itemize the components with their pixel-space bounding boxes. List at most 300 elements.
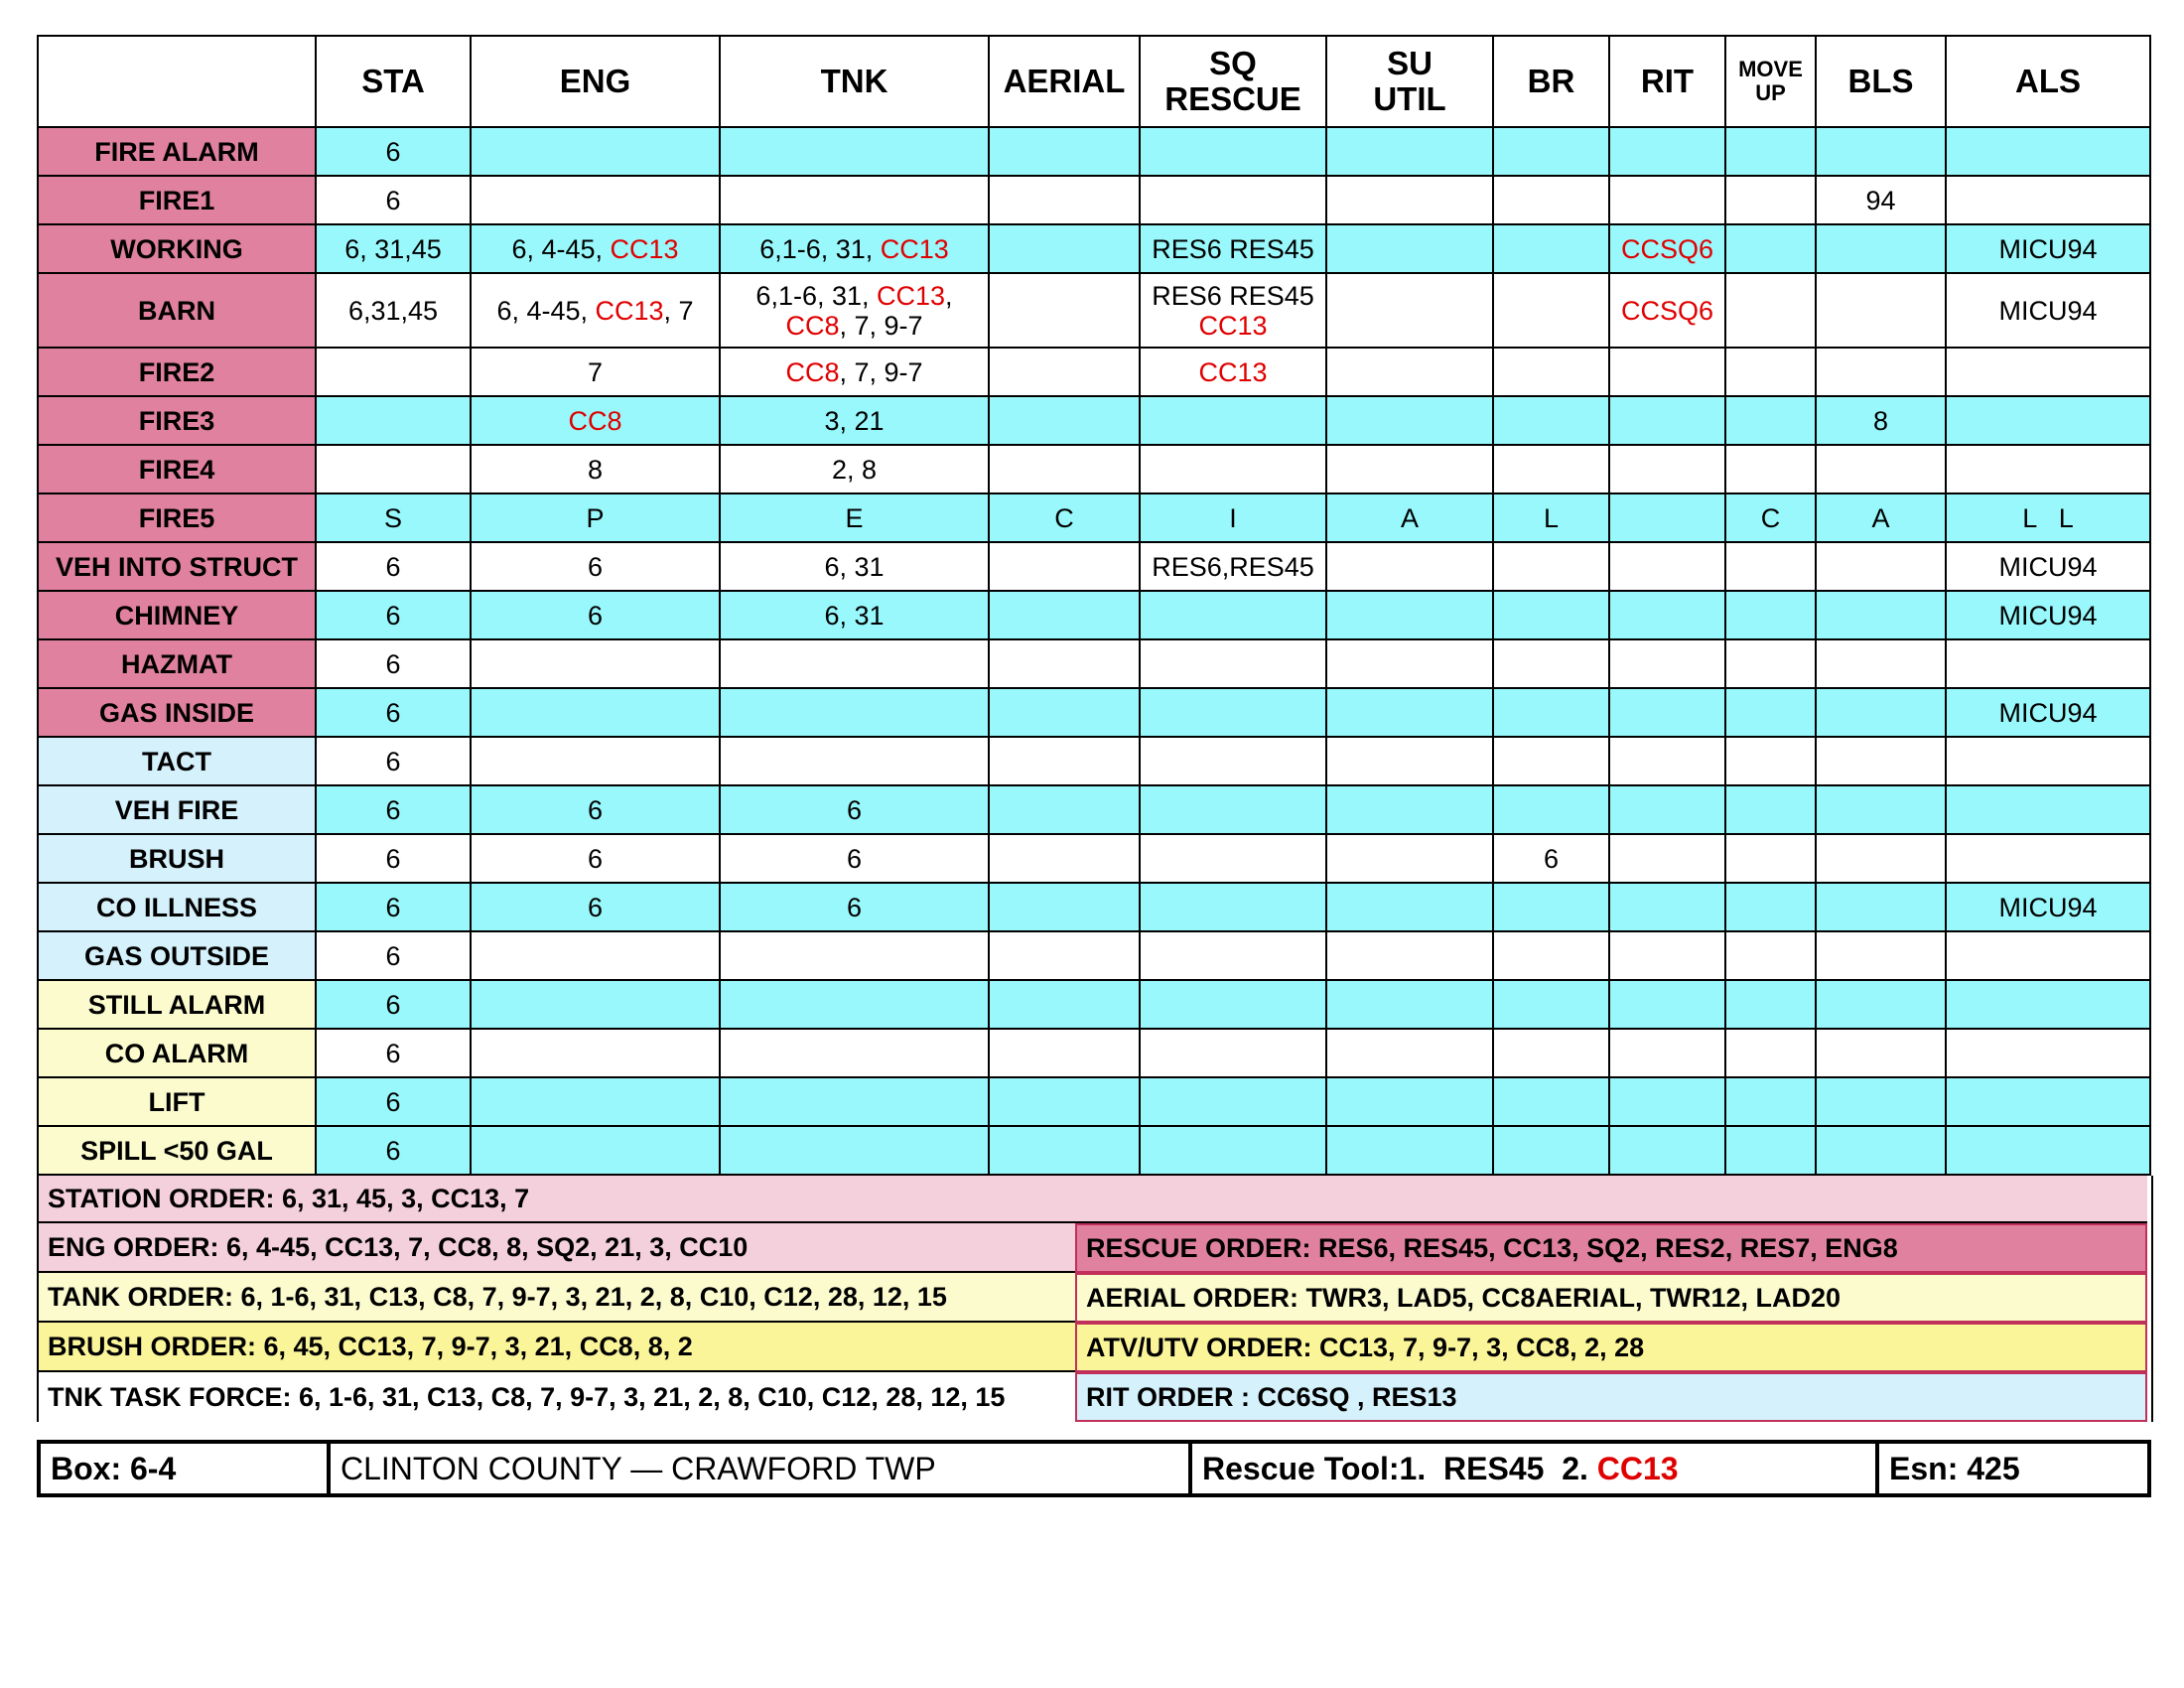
grid-cell	[1946, 273, 2150, 348]
cell-text: CC13	[595, 295, 664, 326]
alarm-row	[38, 1077, 2150, 1126]
grid-cell	[1946, 737, 2150, 785]
grid-cell	[1140, 737, 1326, 785]
grid-cell	[1140, 273, 1326, 348]
row-label: VEH FIRE	[38, 785, 316, 834]
grid-cell	[1140, 883, 1326, 931]
brush-order: BRUSH ORDER: 6, 45, CC13, 7, 9-7, 3, 21, CC8, 8, 2	[39, 1323, 1075, 1372]
grid-cell	[316, 493, 471, 542]
row-label: VEH INTO STRUCT	[38, 542, 316, 591]
grid-cell	[989, 883, 1140, 931]
grid-cell	[720, 883, 989, 931]
grid-cell	[1493, 591, 1609, 639]
cell-text: 8	[1872, 405, 1889, 436]
cell-text: S	[383, 502, 402, 533]
alarm-row	[38, 224, 2150, 273]
grid-cell	[1946, 1126, 2150, 1175]
grid-cell	[989, 980, 1140, 1029]
grid-cell	[471, 348, 720, 396]
grid-cell	[1326, 1077, 1493, 1126]
cell-text: 6	[587, 600, 604, 631]
cell-text: L	[1543, 502, 1560, 533]
grid-cell	[1140, 445, 1326, 493]
alarm-row	[38, 396, 2150, 445]
grid-cell	[1609, 542, 1725, 591]
grid-cell	[316, 396, 471, 445]
grid-cell	[1493, 542, 1609, 591]
grid-cell	[1946, 445, 2150, 493]
grid-cell	[720, 127, 989, 176]
rescue-tool-text: Rescue Tool:1. RES45 2.	[1202, 1450, 1597, 1486]
grid-cell	[1725, 737, 1816, 785]
alarm-row	[38, 445, 2150, 493]
rescue-tool-red: CC13	[1596, 1450, 1679, 1486]
grid-cell	[1493, 737, 1609, 785]
row-label: CHIMNEY	[38, 591, 316, 639]
grid-cell	[989, 834, 1140, 883]
grid-cell	[1326, 639, 1493, 688]
cell-text: A	[1871, 502, 1890, 533]
cell-text: MICU94	[1998, 697, 2098, 728]
column-header: TNK	[720, 36, 989, 127]
cell-text: CC8	[568, 405, 622, 436]
cell-text: , 7, 9-7	[839, 310, 923, 341]
grid-cell	[1609, 176, 1725, 224]
cell-text: 6	[385, 185, 401, 215]
column-header: BR	[1493, 36, 1609, 127]
alarm-row	[38, 737, 2150, 785]
cell-text: CC13	[1198, 356, 1268, 387]
row-label: FIRE3	[38, 396, 316, 445]
county-label: CLINTON COUNTY — CRAWFORD TWP	[331, 1444, 1192, 1493]
cell-text: 6, 4-45,	[496, 295, 596, 326]
grid-cell	[720, 273, 989, 348]
grid-cell	[720, 493, 989, 542]
grid-cell	[1140, 980, 1326, 1029]
tank-task-force: TNK TASK FORCE: 6, 1-6, 31, C13, C8, 7, 9-7, 3, 21, 2, 8, C10, C12, 28, 12, 15	[39, 1372, 1075, 1422]
grid-cell	[1493, 980, 1609, 1029]
grid-cell	[1140, 931, 1326, 980]
grid-cell	[471, 834, 720, 883]
row-label: CO ALARM	[38, 1029, 316, 1077]
alarm-row	[38, 639, 2150, 688]
grid-cell	[316, 273, 471, 348]
grid-cell	[1326, 396, 1493, 445]
grid-cell	[1946, 348, 2150, 396]
cell-text: 6	[385, 136, 401, 167]
station-order: STATION ORDER: 6, 31, 45, 3, CC13, 7	[39, 1176, 2147, 1223]
grid-cell	[989, 688, 1140, 737]
grid-cell	[1326, 883, 1493, 931]
grid-cell	[1493, 1029, 1609, 1077]
grid-cell	[1140, 688, 1326, 737]
cell-text: A	[1400, 502, 1419, 533]
grid-cell	[316, 883, 471, 931]
alarm-row	[38, 493, 2150, 542]
grid-cell	[1609, 883, 1725, 931]
grid-cell	[1816, 1029, 1946, 1077]
row-label: STILL ALARM	[38, 980, 316, 1029]
grid-cell	[1326, 1126, 1493, 1175]
cell-text: CC8	[785, 356, 840, 387]
tank-order: TANK ORDER: 6, 1-6, 31, C13, C8, 7, 9-7, 3, 21, 2, 8, C10, C12, 28, 12, 15	[39, 1273, 1075, 1323]
cell-text: 6, 4-45,	[511, 233, 611, 264]
grid-cell	[316, 1126, 471, 1175]
grid-cell	[1609, 639, 1725, 688]
grid-cell	[1725, 348, 1816, 396]
grid-cell	[1326, 931, 1493, 980]
cell-text: 6	[385, 989, 401, 1020]
cell-text: L L	[2022, 502, 2074, 533]
grid-cell	[1946, 1077, 2150, 1126]
grid-cell	[1493, 273, 1609, 348]
atv-order: ATV/UTV ORDER: CC13, 7, 9-7, 3, CC8, 2, 28	[1075, 1323, 2147, 1372]
grid-cell	[1725, 1077, 1816, 1126]
cell-text: 8	[587, 454, 604, 485]
cell-text: , 7, 9-7	[839, 356, 923, 387]
grid-cell	[471, 1077, 720, 1126]
grid-cell	[1140, 591, 1326, 639]
grid-cell	[1816, 445, 1946, 493]
grid-cell	[316, 785, 471, 834]
row-label: FIRE2	[38, 348, 316, 396]
grid-cell	[1816, 931, 1946, 980]
row-label: FIRE5	[38, 493, 316, 542]
grid-cell	[1816, 1077, 1946, 1126]
grid-cell	[1609, 737, 1725, 785]
column-header: ALS	[1946, 36, 2150, 127]
cell-text: 6	[587, 551, 604, 582]
cell-text: 6, 31,45	[344, 233, 442, 264]
alarm-row	[38, 931, 2150, 980]
grid-body	[38, 127, 2150, 1175]
column-header: SU UTIL	[1326, 36, 1493, 127]
grid-cell	[471, 688, 720, 737]
grid-cell	[1140, 785, 1326, 834]
grid-cell	[316, 445, 471, 493]
cell-text: 6	[587, 843, 604, 874]
grid-cell	[1816, 396, 1946, 445]
grid-cell	[989, 445, 1140, 493]
grid-cell	[720, 1126, 989, 1175]
grid-cell	[1946, 396, 2150, 445]
grid-cell	[989, 737, 1140, 785]
eng-order: ENG ORDER: 6, 4-45, CC13, 7, CC8, 8, SQ2, 21, 3, CC10	[39, 1223, 1075, 1273]
grid-cell	[1493, 883, 1609, 931]
alarm-row	[38, 591, 2150, 639]
grid-cell	[1725, 931, 1816, 980]
grid-cell	[989, 396, 1140, 445]
grid-cell	[720, 591, 989, 639]
cell-text: 6,31,45	[347, 295, 439, 326]
rescue-tool	[1192, 1444, 1879, 1493]
alarm-row	[38, 980, 2150, 1029]
grid-cell	[1609, 224, 1725, 273]
grid-cell	[471, 493, 720, 542]
grid-cell	[1326, 176, 1493, 224]
grid-cell	[1493, 224, 1609, 273]
grid-cell	[989, 493, 1140, 542]
grid-cell	[720, 688, 989, 737]
column-header: MOVE UP	[1725, 36, 1816, 127]
row-label: GAS OUTSIDE	[38, 931, 316, 980]
grid-cell	[1946, 1029, 2150, 1077]
grid-cell	[1493, 396, 1609, 445]
grid-cell	[989, 273, 1140, 348]
cell-text: CCSQ6	[1620, 233, 1714, 264]
grid-cell	[1609, 980, 1725, 1029]
cell-text: 6	[846, 892, 863, 922]
grid-cell	[1816, 591, 1946, 639]
grid-cell	[1725, 883, 1816, 931]
row-label: BARN	[38, 273, 316, 348]
cell-text: C	[1760, 502, 1781, 533]
rescue-order: RESCUE ORDER: RES6, RES45, CC13, SQ2, RES2, RES7, ENG8	[1075, 1223, 2147, 1273]
alarm-row	[38, 127, 2150, 176]
grid-cell	[989, 1077, 1140, 1126]
grid-cell	[1725, 834, 1816, 883]
grid-cell	[1816, 176, 1946, 224]
grid-cell	[1725, 542, 1816, 591]
grid-cell	[471, 931, 720, 980]
cell-text: 6	[385, 892, 401, 922]
grid-cell	[1816, 493, 1946, 542]
grid-cell	[471, 127, 720, 176]
cell-text: E	[845, 502, 864, 533]
cell-text: 6	[846, 843, 863, 874]
esn-number: Esn: 425	[1889, 1450, 2020, 1486]
grid-cell	[989, 591, 1140, 639]
grid-cell	[316, 931, 471, 980]
grid-cell	[1140, 396, 1326, 445]
row-label: WORKING	[38, 224, 316, 273]
cell-text: 6	[385, 794, 401, 825]
grid-cell	[1725, 396, 1816, 445]
grid-cell	[316, 737, 471, 785]
grid-cell	[1946, 591, 2150, 639]
grid-cell	[1725, 127, 1816, 176]
grid-cell	[471, 883, 720, 931]
grid-cell	[471, 737, 720, 785]
grid-cell	[1326, 1029, 1493, 1077]
grid-cell	[1609, 445, 1725, 493]
cell-text: CC13	[1198, 310, 1268, 341]
grid-cell	[1725, 273, 1816, 348]
cell-text: ,	[945, 280, 953, 311]
cell-text: 6	[385, 1135, 401, 1166]
grid-cell	[1609, 1077, 1725, 1126]
cell-text: RES6,RES45	[1152, 551, 1314, 582]
grid-cell	[471, 396, 720, 445]
cell-text: 6	[385, 843, 401, 874]
column-header: BLS	[1816, 36, 1946, 127]
grid-cell	[1493, 834, 1609, 883]
grid-cell	[1326, 834, 1493, 883]
grid-cell	[316, 1029, 471, 1077]
grid-cell	[720, 396, 989, 445]
grid-cell	[1725, 445, 1816, 493]
grid-cell	[1725, 688, 1816, 737]
alarm-row	[38, 176, 2150, 224]
grid-cell	[1326, 273, 1493, 348]
grid-cell	[1816, 348, 1946, 396]
grid-cell	[316, 127, 471, 176]
grid-cell	[1140, 493, 1326, 542]
cell-text: MICU94	[1998, 551, 2098, 582]
cell-text: 6	[587, 892, 604, 922]
cell-text: CC13	[880, 233, 949, 264]
alarm-row	[38, 348, 2150, 396]
grid-header	[38, 36, 2150, 127]
cell-text: 6	[385, 1038, 401, 1068]
grid-cell	[316, 1077, 471, 1126]
row-label: HAZMAT	[38, 639, 316, 688]
cell-text: MICU94	[1998, 600, 2098, 631]
response-grid	[37, 35, 2151, 1176]
run-card-sheet	[37, 35, 2149, 1422]
grid-cell	[471, 639, 720, 688]
cell-text: 6	[846, 794, 863, 825]
cell-text: 6	[587, 794, 604, 825]
grid-cell	[989, 931, 1140, 980]
grid-cell	[1140, 639, 1326, 688]
grid-cell	[1609, 273, 1725, 348]
grid-cell	[989, 542, 1140, 591]
cell-text: 6, 31	[824, 600, 885, 631]
cell-text: CC13	[610, 233, 679, 264]
grid-cell	[1140, 127, 1326, 176]
grid-cell	[989, 1126, 1140, 1175]
orders-section	[37, 1176, 2153, 1422]
grid-cell	[1609, 396, 1725, 445]
row-label: BRUSH	[38, 834, 316, 883]
grid-cell	[1493, 493, 1609, 542]
cell-text: 6	[385, 697, 401, 728]
row-label: FIRE4	[38, 445, 316, 493]
grid-cell	[989, 127, 1140, 176]
grid-cell	[989, 176, 1140, 224]
cell-text: 6	[1543, 843, 1560, 874]
cell-text: 6	[385, 648, 401, 679]
column-header: ENG	[471, 36, 720, 127]
grid-cell	[1326, 591, 1493, 639]
grid-cell	[1609, 348, 1725, 396]
column-header: STA	[316, 36, 471, 127]
grid-cell	[720, 834, 989, 883]
grid-cell	[1725, 1126, 1816, 1175]
cell-text: 6	[385, 940, 401, 971]
grid-cell	[1946, 883, 2150, 931]
grid-cell	[1326, 785, 1493, 834]
grid-cell	[1326, 224, 1493, 273]
grid-cell	[1140, 1126, 1326, 1175]
cell-text: 7	[587, 356, 604, 387]
cell-text: P	[586, 502, 605, 533]
cell-text: 3, 21	[824, 405, 885, 436]
grid-cell	[720, 737, 989, 785]
grid-cell	[1140, 834, 1326, 883]
grid-cell	[989, 348, 1140, 396]
grid-cell	[1493, 785, 1609, 834]
grid-cell	[1946, 639, 2150, 688]
alarm-row	[38, 883, 2150, 931]
row-label: FIRE1	[38, 176, 316, 224]
grid-cell	[1609, 834, 1725, 883]
grid-cell	[1140, 542, 1326, 591]
grid-cell	[720, 348, 989, 396]
grid-cell	[989, 1029, 1140, 1077]
grid-cell	[1816, 127, 1946, 176]
grid-cell	[1816, 273, 1946, 348]
grid-cell	[1326, 737, 1493, 785]
alarm-row	[38, 834, 2150, 883]
grid-cell	[471, 176, 720, 224]
grid-cell	[1609, 785, 1725, 834]
cell-text: CCSQ6	[1620, 295, 1714, 326]
cell-text: C	[1054, 502, 1074, 533]
cell-text: 6,1-6, 31,	[755, 280, 878, 311]
cell-text: CC8	[785, 310, 840, 341]
grid-cell	[1946, 834, 2150, 883]
grid-cell	[471, 273, 720, 348]
cell-text: I	[1229, 502, 1237, 533]
grid-cell	[1326, 127, 1493, 176]
row-label: CO ILLNESS	[38, 883, 316, 931]
grid-cell	[1140, 1029, 1326, 1077]
grid-cell	[316, 980, 471, 1029]
grid-cell	[1816, 639, 1946, 688]
grid-cell	[1493, 176, 1609, 224]
grid-cell	[1946, 688, 2150, 737]
grid-cell	[720, 980, 989, 1029]
grid-cell	[1493, 1126, 1609, 1175]
cell-text: 6	[385, 746, 401, 776]
cell-text: 6	[385, 600, 401, 631]
grid-cell	[1725, 493, 1816, 542]
alarm-row	[38, 1029, 2150, 1077]
row-label: GAS INSIDE	[38, 688, 316, 737]
header-corner	[38, 36, 316, 127]
rit-order: RIT ORDER : CC6SQ , RES13	[1075, 1372, 2147, 1422]
alarm-row	[38, 1126, 2150, 1175]
grid-cell	[1493, 1077, 1609, 1126]
cell-text: CC13	[877, 280, 946, 311]
grid-cell	[1140, 224, 1326, 273]
grid-cell	[1816, 688, 1946, 737]
grid-cell	[1326, 445, 1493, 493]
grid-cell	[1946, 542, 2150, 591]
grid-cell	[471, 591, 720, 639]
cell-text: , 7	[663, 295, 694, 326]
grid-cell	[720, 176, 989, 224]
grid-cell	[1326, 688, 1493, 737]
grid-cell	[1816, 737, 1946, 785]
cell-text: MICU94	[1998, 233, 2098, 264]
grid-cell	[1946, 931, 2150, 980]
alarm-row	[38, 273, 2150, 348]
grid-cell	[1816, 542, 1946, 591]
footer-bar	[37, 1440, 2151, 1497]
grid-cell	[316, 224, 471, 273]
grid-cell	[1609, 127, 1725, 176]
grid-cell	[1140, 176, 1326, 224]
cell-text: RES6 RES45	[1152, 280, 1314, 311]
column-header: RIT	[1609, 36, 1725, 127]
grid-cell	[1816, 1126, 1946, 1175]
alarm-row	[38, 785, 2150, 834]
grid-cell	[1493, 931, 1609, 980]
cell-text: 6	[385, 1086, 401, 1117]
